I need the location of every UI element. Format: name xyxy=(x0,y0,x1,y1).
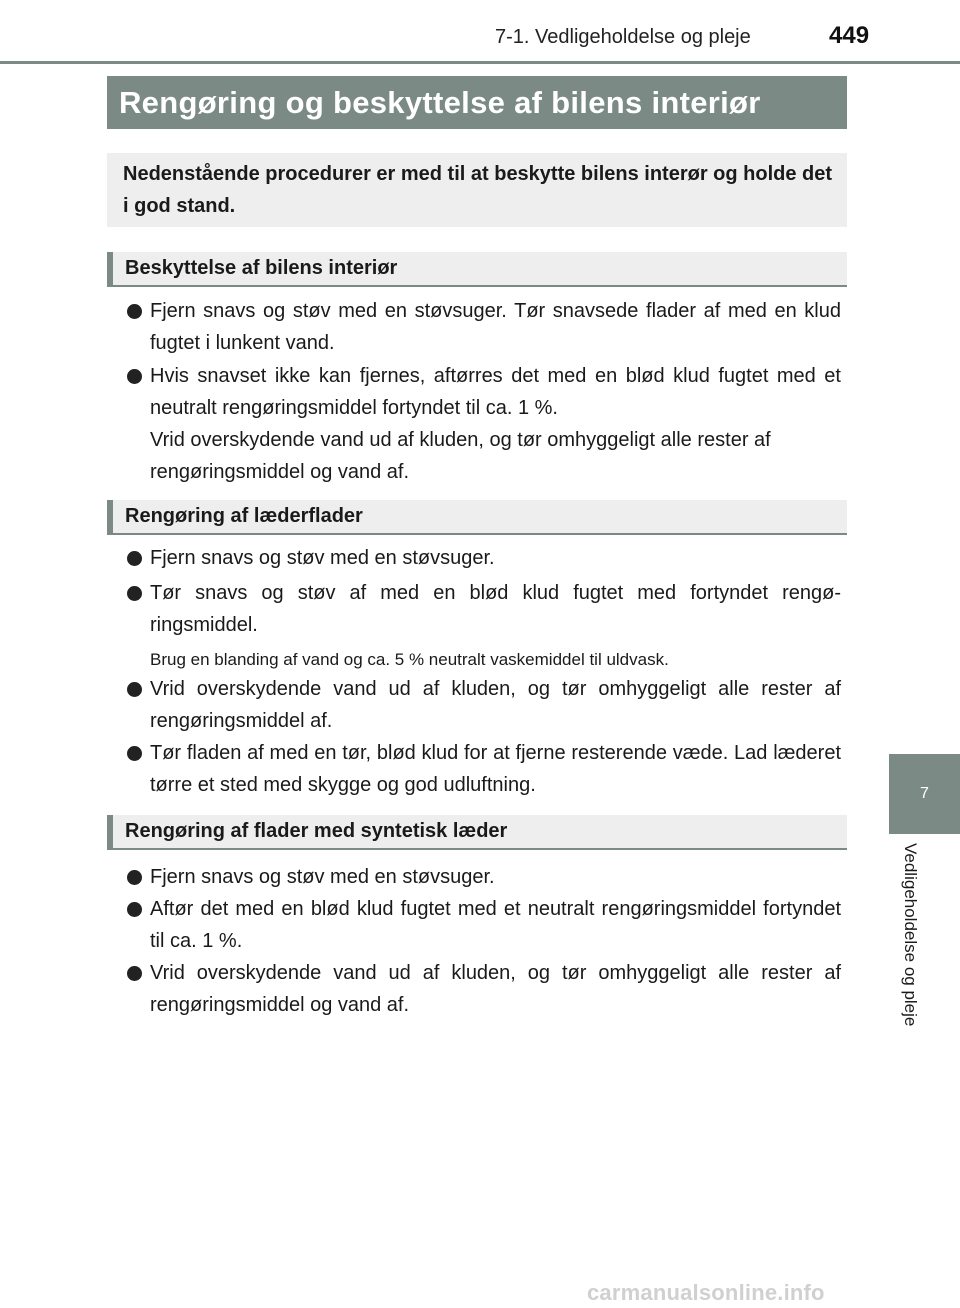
bullet-icon xyxy=(127,870,142,885)
list-item-text: Aftør det med en blød klud fugtet med et neutralt rengøringsmiddel fortyndet til ca. 1 %. xyxy=(150,898,841,952)
list-item xyxy=(127,737,841,801)
list-item-subtext: Vrid overskydende vand ud af kluden, og tør omhyggeligt alle rester af rengøringsmiddel og vand af. xyxy=(150,429,771,483)
list-item xyxy=(127,577,841,641)
section-heading-leather: Rengøring af læderflader xyxy=(107,500,847,535)
section-heading-protection: Beskyttelse af bilens interiør xyxy=(107,252,847,287)
list-item xyxy=(127,861,841,893)
bullet-icon xyxy=(127,551,142,566)
header-divider xyxy=(0,61,960,64)
bullet-icon xyxy=(127,369,142,384)
list-item-text: Tør fladen af med en tør, blød klud for at fjerne resterende væde. Lad læderet tørre et sted med skygge og god udluftning. xyxy=(150,742,841,796)
intro-box: Nedenstående procedurer er med til at beskytte bilens interør og holde det i god stand. xyxy=(107,153,847,227)
list-item xyxy=(127,893,841,957)
watermark: carmanualsonline.info xyxy=(587,1280,825,1305)
bullet-icon xyxy=(127,966,142,981)
list-item xyxy=(127,542,841,574)
list-item-text: Tør snavs og støv af med en blød klud fugtet med fortyndet rengø-ringsmiddel. xyxy=(150,582,841,636)
list-item xyxy=(127,295,841,359)
list-item-text: Vrid overskydende vand ud af kluden, og tør omhyggeligt alle rester af rengøringsmiddel og vand af. xyxy=(150,962,841,1016)
list-item xyxy=(127,957,841,1021)
list-item-text: Fjern snavs og støv med en støvsuger. xyxy=(150,866,495,888)
running-header-section: 7-1. Vedligeholdelse og pleje xyxy=(495,26,751,48)
bullet-icon xyxy=(127,902,142,917)
bullet-icon xyxy=(127,682,142,697)
list-item-text: Vrid overskydende vand ud af kluden, og tør omhyggeligt alle rester af rengøringsmiddel af. xyxy=(150,678,841,732)
page-number: 449 xyxy=(829,22,870,49)
list-item-text: Fjern snavs og støv med en støvsuger. Tør snavsede flader af med en klud fugtet i lunkent vand. xyxy=(150,300,841,354)
page-title: Rengøring og beskyttelse af bilens interiør xyxy=(107,76,847,129)
chapter-tab[interactable]: 7 xyxy=(889,754,960,834)
bullet-icon xyxy=(127,304,142,319)
list-item-text: Hvis snavset ikke kan fjernes, aftørres det med en blød klud fugtet med et neutralt rengøringsmiddel fortyndet til ca. 1 %. xyxy=(150,365,841,419)
list-item xyxy=(127,360,841,488)
bullet-icon xyxy=(127,746,142,761)
list-item-text: Fjern snavs og støv med en støvsuger. xyxy=(150,547,495,569)
section-heading-synthetic-leather: Rengøring af flader med syntetisk læder xyxy=(107,815,847,850)
list-item xyxy=(127,673,841,737)
note-text: Brug en blanding af vand og ca. 5 % neutralt vaskemiddel til uldvask. xyxy=(150,650,669,669)
chapter-tab-label: Vedligeholdelse og pleje xyxy=(901,843,920,1027)
bullet-icon xyxy=(127,586,142,601)
